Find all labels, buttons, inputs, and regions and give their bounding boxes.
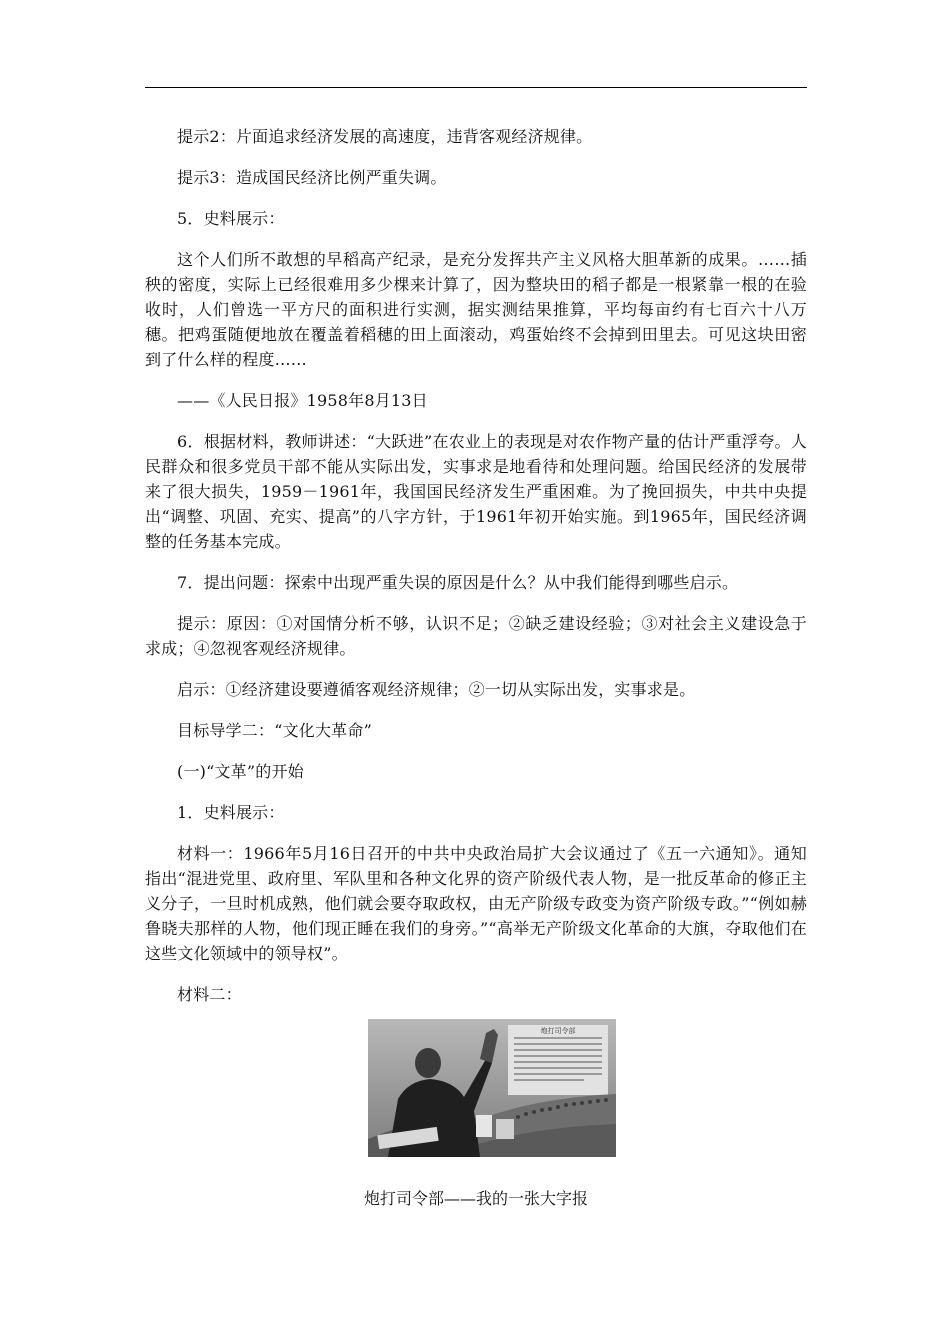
hint-reasons: 提示：原因：①对国情分析不够，认识不足；②缺乏建设经验；③对社会主义建设急于求成；④忽视客观经济规律。 [145, 614, 807, 658]
material-1-paragraph: 材料一：1966年5月16日召开的中共中央政治局扩大会议通过了《五一六通知》。通知指出“混进党里、政府里、军队里和各种文化界的资产阶级代表人物，是一批反革命的修正主义分子，一旦时机成熟，他们就会要夺取政权，由无产阶级专政变为资产阶级专政。”“例如赫鲁晓夫那样的人物，他们现正睡在我们的身旁。”“高举无产阶级文化革命的大旗，夺取他们在这些文化领域中的领导权”。 [145, 844, 807, 963]
section-6-paragraph: 6．根据材料，教师讲述：“大跃进”在农业上的表现是对农作物产量的估计严重浮夸。人民群众和很多党员干部不能从实际出发，实事求是地看待和处理问题。给国民经济的发展带来了很大损失，1959－1961年，我国国民经济发生严重困难。为了挽回损失，中共中央提出“调整、巩固、充实、提高”的八字方针，于1961年初开始实施。到1965年，国民经济调整的任务基本完成。 [145, 432, 807, 551]
poster-image [368, 1019, 616, 1157]
figure-caption: 炮打司令部——我的一张大字报 [363, 1189, 588, 1208]
document-body [145, 124, 807, 1023]
hint-3: 提示3：造成国民经济比例严重失调。 [177, 168, 447, 187]
poster-title: 炮打司令部 [540, 1027, 576, 1035]
source-citation: ——《人民日报》1958年8月13日 [177, 391, 428, 410]
material-2-label: 材料二： [177, 985, 242, 1004]
source-quote-paragraph: 这个人们所不敢想的早稻高产纪录，是充分发挥共产主义风格大胆革新的成果。……插秧的密度，实际上已经很难用多少棵来计算了，因为整块田的稻子都是一根紧靠一根的在验收时，人们曾选一平方尺的面积进行实测，据实测结果推算，平均每亩约有七百六十八万穗。把鸡蛋随便地放在覆盖着稻穗的田上面滚动，鸡蛋始终不会掉到田里去。可见这块田密到了什么样的程度…… [145, 250, 807, 369]
hint-lessons: 启示：①经济建设要遵循客观经济规律；②一切从实际出发，实事求是。 [177, 680, 696, 699]
hint-2: 提示2：片面追求经济发展的高速度，违背客观经济规律。 [177, 127, 593, 146]
section-5-heading: 5．史料展示： [177, 209, 285, 228]
subsection-heading: (一)“文革”的开始 [177, 762, 304, 781]
header-rule [145, 87, 807, 88]
goal-2-heading: 目标导学二：“文化大革命” [177, 721, 372, 740]
section-7-question: 7．提出问题：探索中出现严重失误的原因是什么？从中我们能得到哪些启示。 [177, 573, 739, 592]
section-1-heading: 1．史料展示： [177, 803, 285, 822]
